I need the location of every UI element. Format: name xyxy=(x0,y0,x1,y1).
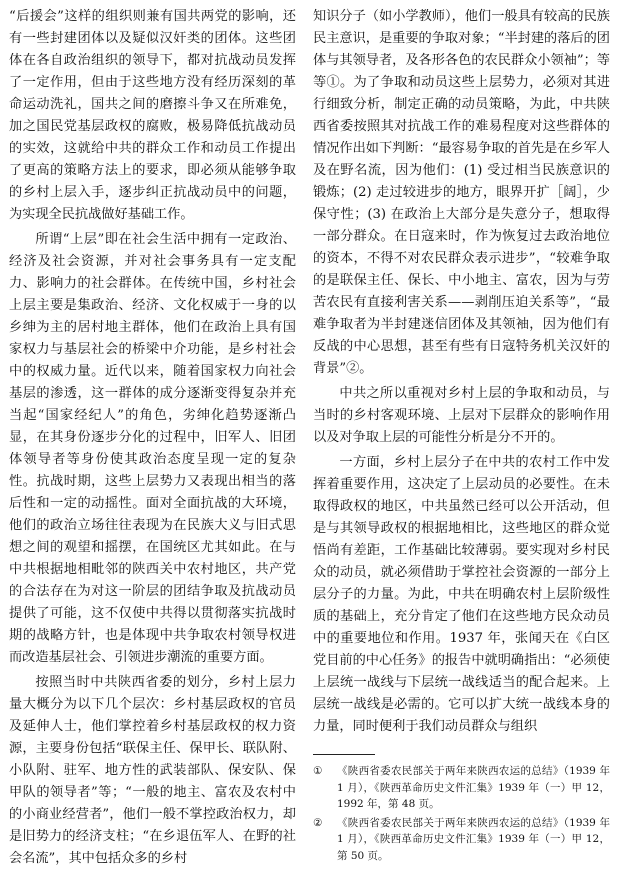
footnote-mark: ① xyxy=(313,765,323,777)
left-column xyxy=(9,6,296,870)
footnote-divider xyxy=(313,754,375,755)
footnote-text: 《陕西省委农民部关于两年来陕西农运的总结》（1939 年 1 月），《陕西革命历史文件汇集》1939 年（一）甲 12，第 50 页。 xyxy=(337,816,610,862)
paragraph-reasons: 中共之所以重视对乡村上层的争取和动员，与当时的乡村客观环境、上层对下层群众的影响作用以及对争取上层的可能性分析是分不开的。 xyxy=(313,386,610,445)
paragraph-continuation-right: 知识分子（如小学教师），他们一般具有较高的民族民主意识，是重要的争取对象；“半封建的落后的团体与其领导者，及各形各色的农民群众小领袖”；等等①。为了争取和动员这些上层势力，必须对其进行细致分析，制定正确的动员策略，为此，中共陕西省委按照其对抗战工作的难易程度对这些群体的情况作出如下判断：“最容易争取的首先是在乡军人及在野名流，因为他们：(1) 受过相当民族意识的锻炼；(2) 走过较进步的地方，眼界开扩［阔］，少保守性；(3) 在政治上大部分是失意分子，想取得一部分群众。在日寇来时，作为恢复过去政治地位的资本，不得不对农民群众表示进步”，“较难争取的是联保主任、保长、中小地主、富农，因为与劳苦农民有直接利害关系——剥削压迫关系等”，“最难争取者为半封建迷信团体及其领袖，因为他们有反战的中心思想，甚至有些有日寇特务机关汉奸的背景”②。 xyxy=(313,9,610,376)
footnote xyxy=(313,815,610,865)
footnote-mark: ② xyxy=(313,816,323,829)
footnote-text: 《陕西省委农民部关于两年来陕西农运的总结》（1939 年 1 月），《陕西革命历史文件汇集》1939 年（一）甲 12，1992 年，第 48 页。 xyxy=(337,765,610,810)
paragraph-continuation: “后援会”这样的组织则兼有国共两党的影响，还有一些封建团体以及疑似汉奸类的团体。这些团体在各自政治组织的领导下，都对抗战动员发挥了一定作用，但由于这些地方没有经历深刻的革命运动洗礼，国共之间的磨擦斗争又在所难免，加之国民党基层政权的腐败，极易降低抗战动员的实效，这就给中共的群众工作和动员工作提出了更高的策略方法上的要求，即必须从能够争取的乡村上层入手，逐步纠正抗战动员中的问题，为实现全民抗战做好基础工作。 xyxy=(9,9,296,222)
paragraph-definition-of-upper-class: 所谓“上层”即在社会生活中拥有一定政治、经济及社会资源，并对社会事务具有一定支配力、影响力的社会群体。在传统中国，乡村社会上层主要是集政治、经济、文化权威于一身的以乡绅为主的居村地主群体，他们在政治上具有国家权力与基层社会的桥梁中介功能，是乡村社会中的权威力量。近代以来，随着国家权力向社会基层的渗透，这一群体的成分逐渐变得复杂并充当起“国家经纪人”的角色，劣绅化趋势逐渐凸显，在其身份逐步分化的过程中，旧军人、旧团体领导者等身份使其政治态度呈现一定的复杂性。抗战时期，这些上层势力又表现出相当的落后性和一定的动摇性。面对全面抗战的大环境，他们的政治立场往往表现为在民族大义与旧式思想之间的观望和摇摆，在国统区尤其如此。在与中共根据地相毗邻的陕西关中农村地区，共产党的合法存在为对这一阶层的团结争取及抗战动员提供了可能，这不仅使中共得以贯彻落实抗战时期的战略方针，也是体现中共争取农村领导权进而改造基层社会、引领进步潮流的重要方面。 xyxy=(9,232,296,665)
paragraph-necessity: 一方面，乡村上层分子在中共的农村工作中发挥着重要作用，这决定了上层动员的必要性。在未取得政权的地区，中共虽然已经可以公开活动，但是与其领导政权的根据地相比，这些地区的群众觉悟尚有差距，工作基础比较薄弱。要实现对乡村民众的动员，就必须借助于掌控社会资源的一部分上层分子的力量。为此，中共在明确农村上层阶级性质的基础上，充分肯定了他们在这些地方民众动员中的重要地位和作用。1937 年，张闻天在《白区党目前的中心任务》的报告中就明确指出：“必须使上层统一战线与下层统一战线适当的配合起来。上层统一战线是必需的。它可以扩大统一战线本身的力量，同时便利于我们动员群众与组织 xyxy=(313,455,610,734)
right-column xyxy=(313,6,610,866)
footnote xyxy=(313,763,610,813)
paragraph-classification: 按照当时中共陕西省委的划分，乡村上层力量大概分为以下几个层次：乡村基层政权的官员及延伸人士，他们掌控着乡村基层政权的权力资源，主要身份包括“联保主任、保甲长、联队附、小队附、驻军、地方性的武装部队、保安队、保甲队的领导者”等；“一般的地主、富农及农村中的小商业经营者”，他们一般不掌控政治权力，却是旧势力的经济支柱；“在乡退伍军人、在野的社会名流”，其中包括众多的乡村 xyxy=(9,675,296,866)
